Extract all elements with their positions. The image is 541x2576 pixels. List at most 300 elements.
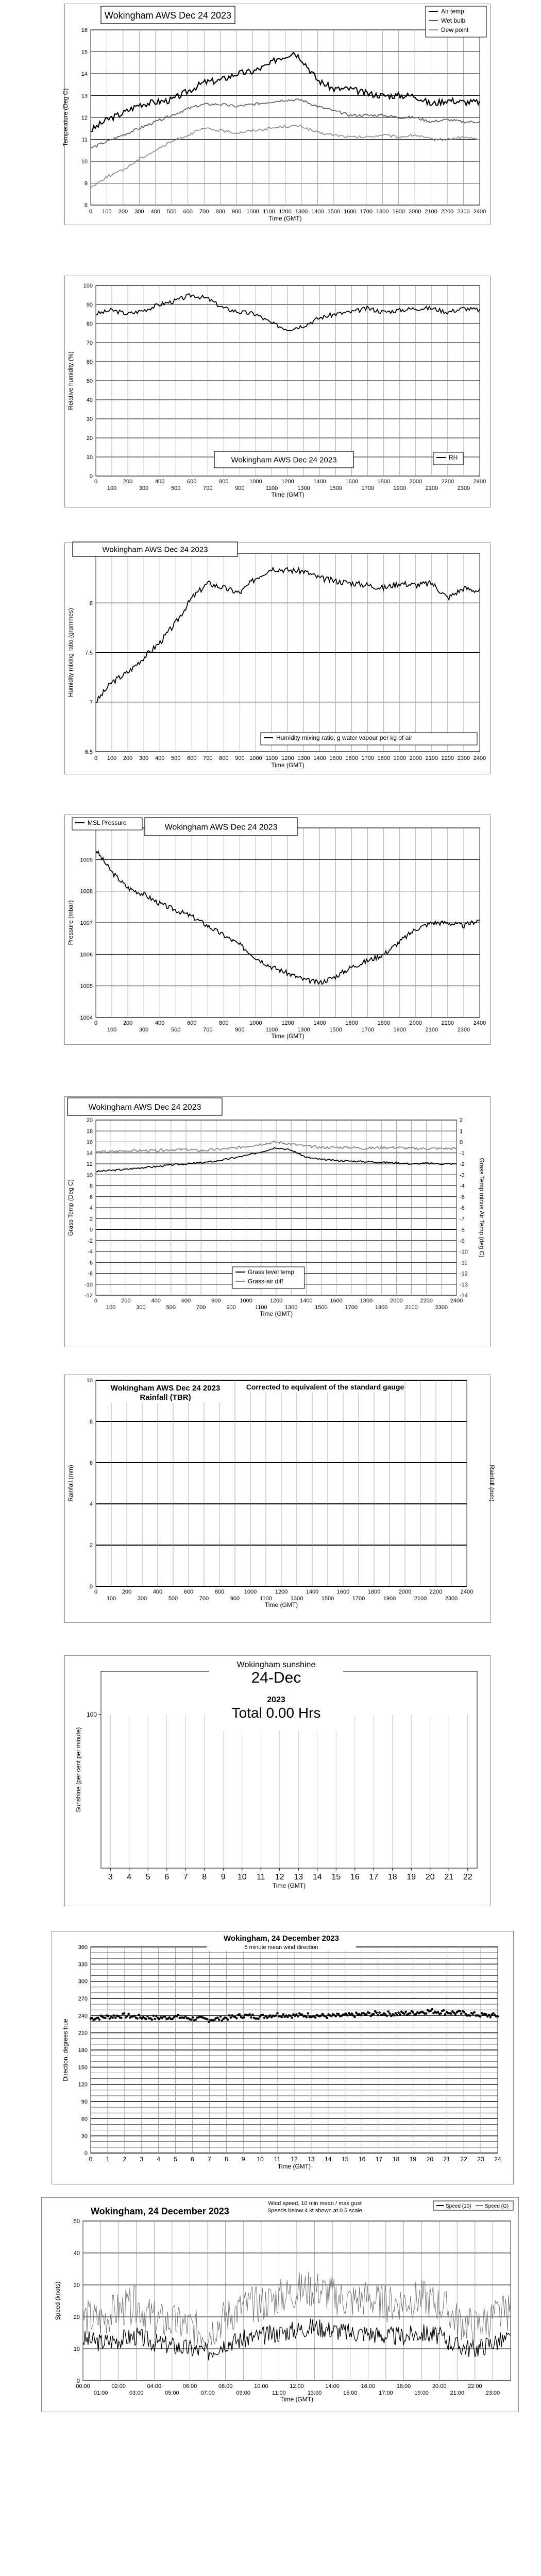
legend-label: Dew point [441, 26, 469, 33]
x-tick-label-bottom: 100 [106, 1304, 116, 1311]
x-tick-label: 2300 [457, 755, 470, 761]
x-tick-label-bottom: 1700 [361, 485, 374, 492]
x-tick-label-top: 08:00 [218, 2383, 233, 2389]
x-tick-label: 16 [350, 1873, 360, 1882]
x-tick-label: 1500 [329, 755, 342, 761]
y-tick-label: 0 [89, 1227, 93, 1233]
x-tick-label-top: 800 [219, 1020, 229, 1026]
data-point [275, 2014, 277, 2017]
x-tick-label: 1800 [377, 755, 390, 761]
data-point [216, 2016, 219, 2019]
x-tick-label: 5 [145, 1873, 150, 1882]
data-point [314, 2016, 317, 2019]
y-axis-label: Grass Temp (Deg C) [67, 1179, 74, 1236]
x-tick-label: 4 [127, 1873, 132, 1882]
x-tick-label: 300 [139, 755, 149, 761]
chart-title: Wokingham, 24 December 2023 [91, 2206, 229, 2216]
x-tick-label-top: 1400 [313, 1020, 326, 1026]
y-tick-label: 0 [89, 1584, 93, 1590]
x-tick-label-top: 1800 [377, 479, 390, 485]
x-tick-label: 23 [477, 2156, 484, 2163]
y-tick-label: 8 [89, 1419, 93, 1425]
x-tick-label: 7 [208, 2156, 211, 2163]
y-axis-label: Humidity mixing ratio (grammes) [67, 608, 74, 697]
x-tick-label: 22 [463, 1873, 472, 1882]
y-tick-label: -10 [84, 1281, 93, 1288]
data-point [230, 2016, 232, 2019]
x-tick-label-top: 600 [187, 1020, 197, 1026]
x-tick-label-top: 0 [94, 1298, 98, 1304]
data-point [257, 2018, 260, 2020]
y-tick-label: 60 [86, 359, 93, 365]
x-tick-label: 19 [407, 1873, 416, 1882]
x-tick-label-bottom: 1700 [345, 1304, 358, 1311]
y-right-tick-label: -11 [460, 1260, 468, 1266]
x-tick-label: 1000 [246, 209, 259, 215]
x-tick-label-top: 800 [211, 1298, 221, 1304]
data-point [104, 2017, 107, 2020]
y-tick-label: 270 [78, 1996, 88, 2002]
data-point [373, 2013, 375, 2015]
x-tick-label-top: 600 [183, 1589, 194, 1595]
x-tick-label-bottom: 2300 [445, 1596, 458, 1602]
data-point [334, 2015, 337, 2018]
chart-rainfall-panel [64, 1375, 496, 1623]
y-tick-label: 1008 [80, 888, 93, 895]
y-tick-label: 9 [84, 180, 88, 187]
y-right-tick-label: -2 [460, 1161, 465, 1167]
y-tick-label: 10 [86, 1378, 93, 1384]
data-point [439, 2012, 442, 2015]
x-tick-label: 2100 [425, 755, 438, 761]
x-tick-label-bottom: 1100 [255, 1304, 267, 1311]
chart-title: Wokingham, 24 December 2023 [224, 1934, 339, 1943]
y-tick-label: 10 [81, 159, 88, 165]
y-tick-label: 8 [89, 600, 93, 607]
x-tick-label-bottom: 900 [235, 485, 245, 492]
x-tick-label: 21 [443, 2156, 450, 2163]
x-tick-label-top: 10:00 [254, 2383, 268, 2389]
x-tick-label: 100 [107, 755, 117, 761]
x-tick-label-top: 1000 [249, 1020, 262, 1026]
x-tick-label-bottom: 2300 [457, 1027, 470, 1033]
y-tick-label: 16 [86, 1139, 93, 1146]
y-tick-label: 2 [89, 1543, 93, 1549]
y-axis-label: Temperature (Deg C) [62, 88, 69, 147]
x-tick-label-top: 600 [187, 479, 197, 485]
x-tick-label-top: 18:00 [396, 2383, 411, 2389]
chart-date: 24-Dec [251, 1669, 301, 1686]
x-tick-label: 4 [157, 2156, 161, 2163]
x-tick-label: 2300 [457, 209, 470, 215]
y-tick-label: 4 [89, 1501, 93, 1507]
x-tick-label-top: 0 [94, 1589, 98, 1595]
y-axis-label: Rainfall (mm) [67, 1465, 74, 1502]
x-tick-label-bottom: 1500 [315, 1304, 328, 1311]
y-tick-label: 18 [86, 1128, 93, 1135]
data-point [206, 2018, 209, 2021]
x-tick-label-top: 0 [94, 479, 98, 485]
chart-total: Total 0.00 Hrs [231, 1705, 321, 1721]
x-tick-label-bottom: 900 [226, 1304, 236, 1311]
y-tick-label: 100 [83, 283, 93, 289]
x-tick-label: 19 [409, 2156, 417, 2163]
data-point [152, 2014, 155, 2017]
y-tick-label: 8 [84, 202, 88, 209]
data-point [248, 2013, 251, 2016]
x-tick-label-bottom: 300 [139, 1027, 149, 1033]
chart-annotation: Corrected to equivalent of the standard gauge [246, 1383, 404, 1391]
y-tick-label: 210 [78, 2030, 88, 2037]
x-tick-label-bottom: 300 [136, 1304, 146, 1311]
data-point [463, 2011, 466, 2013]
chart-pressure [65, 815, 490, 1044]
x-tick-label: 20 [425, 1873, 435, 1882]
legend-box [433, 452, 463, 465]
chart-temperature [62, 4, 490, 225]
data-point [239, 2013, 241, 2016]
y-tick-label: 8 [89, 1183, 93, 1190]
x-axis-label: Time (GMT) [268, 215, 302, 222]
x-tick-label-top: 200 [122, 1589, 132, 1595]
chart-title: Wokingham AWS Dec 24 2023 [164, 823, 278, 832]
x-tick-label: 11 [256, 1873, 265, 1882]
x-tick-label-bottom: 100 [107, 1027, 117, 1033]
chart-year: 2023 [267, 1696, 285, 1704]
x-axis-label: Time (GMT) [280, 2396, 314, 2403]
y-tick-label: 90 [86, 302, 93, 308]
x-tick-label-bottom: 500 [171, 1027, 181, 1033]
x-tick-label: 1400 [313, 755, 326, 761]
x-tick-label: 200 [118, 209, 128, 215]
x-tick-label: 1800 [376, 209, 389, 215]
data-point [397, 2011, 400, 2014]
y-right-tick-label: 1 [460, 1128, 463, 1135]
y-tick-label: 50 [73, 2218, 80, 2225]
x-tick-label-top: 2400 [460, 1589, 474, 1595]
y-tick-label: 40 [86, 397, 93, 403]
y-tick-label: 300 [78, 1978, 88, 1985]
data-point [111, 2016, 114, 2019]
y-tick-label: 80 [86, 321, 93, 327]
data-point [393, 2014, 396, 2016]
x-tick-label-top: 800 [214, 1589, 225, 1595]
y-tick-label: 100 [86, 1711, 97, 1719]
chart-sunshine-panel [64, 1655, 491, 1906]
x-tick-label: 600 [187, 755, 197, 761]
data-point [386, 2014, 388, 2017]
y-tick-label: -12 [84, 1293, 93, 1299]
x-tick-label: 700 [199, 209, 209, 215]
y-tick-label: 330 [78, 1961, 88, 1968]
data-point [127, 2013, 130, 2015]
y-right-axis-label: Rainfall (mm) [488, 1465, 496, 1502]
y-right-tick-label: -3 [460, 1172, 465, 1179]
x-tick-label-top: 1000 [244, 1589, 257, 1595]
x-tick-label-top: 2200 [420, 1298, 433, 1304]
y-tick-label: 10 [86, 454, 93, 461]
data-point [377, 2014, 380, 2016]
y-tick-label: 15 [81, 49, 88, 56]
data-point [250, 2016, 252, 2019]
data-point [396, 2014, 398, 2016]
x-tick-label-top: 12:00 [290, 2383, 304, 2389]
y-tick-label: -4 [88, 1249, 93, 1255]
x-tick-label-bottom: 1500 [321, 1596, 334, 1602]
x-tick-label-top: 02:00 [111, 2383, 126, 2389]
x-tick-label-top: 1400 [313, 479, 326, 485]
x-tick-label: 15 [342, 2156, 349, 2163]
x-tick-label-bottom: 1300 [297, 1027, 310, 1033]
x-tick-label: 900 [231, 209, 242, 215]
x-tick-label: 3 [108, 1873, 113, 1882]
x-tick-label-bottom: 03:00 [129, 2390, 144, 2396]
data-point [109, 2018, 111, 2020]
y-tick-label: 2 [89, 1216, 93, 1223]
x-tick-label: 2 [123, 2156, 127, 2163]
x-tick-label-bottom: 2100 [414, 1596, 427, 1602]
x-tick-label-top: 600 [181, 1298, 191, 1304]
x-tick-label-top: 2200 [429, 1589, 443, 1595]
data-point [113, 2014, 115, 2017]
y-axis-label: Direction, degrees true [62, 2019, 69, 2081]
data-point [195, 2019, 197, 2021]
x-axis-label: Time (GMT) [271, 491, 305, 498]
data-point [262, 2014, 264, 2016]
y-right-tick-label: 2 [460, 1117, 463, 1124]
x-tick-label: 2200 [441, 755, 454, 761]
data-point [136, 2017, 139, 2020]
chart-mixing-ratio [65, 543, 490, 774]
y-tick-label: 20 [86, 435, 93, 442]
data-point [126, 2015, 128, 2018]
x-tick-label: 10 [237, 1873, 247, 1882]
chart-mixing-ratio-panel [64, 543, 491, 774]
y-tick-label: 12 [81, 115, 88, 121]
data-point [114, 2016, 117, 2019]
data-point [281, 2016, 283, 2019]
y-tick-label: 30 [81, 2133, 88, 2140]
x-tick-label-top: 1200 [269, 1298, 283, 1304]
data-point [243, 2016, 245, 2019]
y-tick-label: 6 [89, 1194, 93, 1200]
x-tick-label: 3 [140, 2156, 144, 2163]
x-axis-label: Time (GMT) [271, 1032, 305, 1040]
x-tick-label-bottom: 23:00 [485, 2390, 500, 2396]
data-point [485, 2013, 487, 2015]
x-tick-label-top: 04:00 [147, 2383, 162, 2389]
x-tick-label: 1000 [249, 755, 262, 761]
x-tick-label: 1600 [344, 209, 357, 215]
chart-wind-speed-panel [41, 2197, 519, 2412]
data-point [306, 2016, 308, 2019]
data-point [184, 2015, 187, 2018]
data-point [235, 2017, 238, 2020]
data-point [412, 2011, 414, 2014]
x-tick-label: 12 [291, 2156, 298, 2163]
data-point [91, 2017, 94, 2020]
y-right-tick-label: -5 [460, 1194, 465, 1200]
x-tick-label: 0 [89, 2156, 93, 2163]
x-tick-label: 9 [221, 1873, 226, 1882]
x-tick-label-bottom: 1700 [361, 1027, 374, 1033]
x-tick-label-bottom: 100 [106, 1596, 116, 1602]
x-tick-label-bottom: 1300 [290, 1596, 303, 1602]
legend-label: MSL Pressure [88, 819, 127, 826]
x-tick-label: 2400 [473, 755, 486, 761]
y-right-tick-label: -4 [460, 1183, 465, 1190]
y-tick-label: 360 [78, 1944, 88, 1951]
x-tick-label-bottom: 17:00 [379, 2390, 393, 2396]
x-tick-label-bottom: 1500 [329, 485, 342, 492]
x-tick-label-bottom: 15:00 [343, 2390, 358, 2396]
y-tick-label: 30 [86, 416, 93, 422]
data-point [133, 2014, 136, 2017]
y-tick-label: -8 [88, 1270, 93, 1277]
y-tick-label: 12 [86, 1161, 93, 1167]
x-tick-label-top: 2000 [390, 1298, 403, 1304]
y-axis-label: Pressure (mbar) [67, 900, 74, 945]
x-tick-label-top: 14:00 [325, 2383, 340, 2389]
x-tick-label-top: 1400 [300, 1298, 313, 1304]
x-tick-label-bottom: 500 [166, 1304, 176, 1311]
x-tick-label-bottom: 700 [203, 485, 213, 492]
x-tick-label: 900 [235, 755, 245, 761]
x-tick-label-bottom: 1900 [393, 1027, 407, 1033]
data-point [228, 2014, 231, 2016]
x-tick-label-bottom: 1300 [284, 1304, 298, 1311]
x-tick-label: 800 [219, 755, 229, 761]
x-tick-label-top: 2000 [398, 1589, 412, 1595]
x-tick-label: 13 [294, 1873, 303, 1882]
data-point [138, 2014, 140, 2016]
data-point [488, 2014, 491, 2016]
data-point [378, 2011, 381, 2014]
x-tick-label-top: 1800 [377, 1020, 390, 1026]
data-point [190, 2019, 193, 2021]
chart-subtitle: Wind speed, 10 min mean / max gust [268, 2200, 362, 2207]
x-tick-label-bottom: 500 [171, 485, 181, 492]
data-point [489, 2016, 492, 2019]
x-tick-label-top: 20:00 [432, 2383, 447, 2389]
y-tick-label: 6 [89, 1460, 93, 1466]
x-tick-label-bottom: 11:00 [272, 2390, 286, 2396]
y-axis-label: Sunshine (per cent per minute) [75, 1727, 82, 1812]
y-tick-label: 180 [78, 2047, 88, 2054]
y-tick-label: 1006 [80, 952, 93, 958]
chart-pressure-panel [64, 815, 491, 1045]
y-tick-label: -6 [88, 1260, 93, 1266]
x-tick-label: 11 [274, 2156, 281, 2163]
data-point [164, 2015, 166, 2018]
x-tick-label: 8 [202, 1873, 207, 1882]
x-tick-label-top: 16:00 [361, 2383, 376, 2389]
legend-label: Speed (G) [485, 2204, 509, 2209]
data-point [290, 2014, 292, 2017]
x-tick-label-top: 1200 [275, 1589, 288, 1595]
data-point [443, 2009, 445, 2012]
chart-grass-temp-panel [64, 1096, 491, 1347]
y-right-tick-label: 0 [460, 1139, 463, 1146]
x-tick-label-bottom: 1900 [383, 1596, 396, 1602]
x-tick-label: 1700 [360, 209, 373, 215]
x-tick-label: 500 [171, 755, 181, 761]
data-point [297, 2015, 299, 2018]
y-tick-label: 7.5 [84, 650, 93, 656]
x-axis-label: Time (GMT) [271, 761, 305, 769]
data-point [282, 2013, 284, 2015]
x-tick-label-bottom: 300 [139, 485, 149, 492]
data-point [145, 2018, 147, 2021]
x-tick-label: 2400 [473, 209, 486, 215]
y-tick-label: 90 [81, 2099, 88, 2105]
x-tick-label: 12 [275, 1873, 284, 1882]
y-tick-label: 11 [81, 137, 88, 143]
x-tick-label: 1900 [393, 755, 407, 761]
x-tick-label-top: 400 [155, 1020, 165, 1026]
x-tick-label-top: 400 [153, 1589, 163, 1595]
x-tick-label-top: 1600 [336, 1589, 350, 1595]
y-right-tick-label: -1 [460, 1150, 465, 1157]
data-point [497, 2015, 499, 2018]
y-right-axis-label: Grass Temp minus Air Temp (deg C) [478, 1158, 485, 1258]
x-tick-label: 22 [460, 2156, 467, 2163]
x-tick-label-bottom: 1100 [260, 1596, 272, 1602]
x-tick-label: 1200 [279, 209, 292, 215]
data-point [479, 2015, 482, 2018]
chart-subtitle: Rainfall (TBR) [140, 1393, 191, 1402]
y-right-tick-label: -8 [460, 1227, 465, 1233]
x-tick-label-bottom: 300 [137, 1596, 147, 1602]
x-tick-label: 18 [392, 2156, 400, 2163]
x-tick-label: 7 [183, 1873, 188, 1882]
legend-label: Grass level temp [248, 1268, 295, 1276]
x-tick-label-top: 2200 [441, 1020, 454, 1026]
y-axis-label: Relative humidity (%) [67, 351, 74, 410]
chart-note: Speeds below 4 kt shown at 0.5 scale [267, 2208, 363, 2214]
data-point [365, 2013, 368, 2016]
data-point [469, 2014, 471, 2017]
x-tick-label: 8 [224, 2156, 228, 2163]
x-tick-label-top: 1800 [360, 1298, 373, 1304]
data-point [326, 2016, 328, 2019]
x-tick-label-bottom: 700 [199, 1596, 209, 1602]
x-tick-label: 1500 [327, 209, 341, 215]
x-tick-label-bottom: 100 [107, 485, 117, 492]
y-right-tick-label: -7 [460, 1216, 465, 1223]
x-tick-label-top: 1000 [240, 1298, 252, 1304]
y-tick-label: 14 [81, 71, 88, 77]
data-point [251, 2013, 254, 2016]
chart-wind-speed [42, 2198, 518, 2412]
y-tick-label: 40 [73, 2250, 80, 2257]
x-tick-label-bottom: 1700 [352, 1596, 365, 1602]
y-tick-label: 120 [78, 2081, 88, 2088]
data-point [219, 2015, 222, 2018]
x-tick-label-top: 2000 [409, 1020, 422, 1026]
y-tick-label: 0 [89, 473, 93, 480]
data-point [460, 2012, 463, 2015]
x-tick-label-bottom: 19:00 [414, 2390, 429, 2396]
data-point [154, 2018, 156, 2021]
chart-title: Wokingham AWS Dec 24 2023 [110, 1384, 221, 1393]
data-point [120, 2016, 123, 2019]
data-point [337, 2013, 340, 2015]
y-tick-label: 1009 [80, 857, 93, 863]
x-tick-label: 1200 [281, 755, 294, 761]
x-tick-label-top: 800 [219, 479, 229, 485]
x-tick-label: 21 [444, 1873, 454, 1882]
